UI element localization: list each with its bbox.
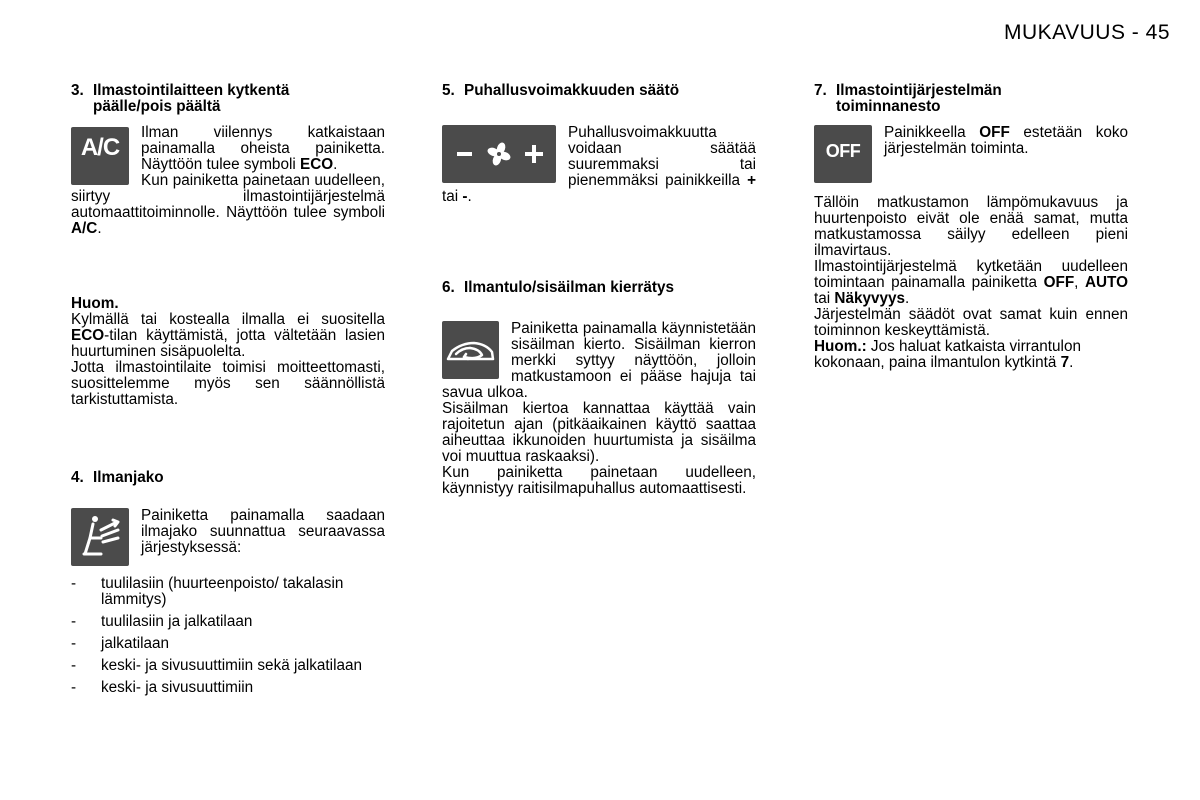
fan-speed-icon: [442, 125, 556, 183]
section-4-heading: [71, 470, 385, 486]
section-5-p1-end: .: [467, 188, 472, 205]
section-3-note-1: [71, 312, 385, 360]
section-6-title: Ilmantulo/sisäilman kierrätys: [464, 279, 674, 296]
section-5-number: 5.: [442, 82, 455, 99]
section-7-p3-text: Ilmastointijärjestelmä kytketään uudelleen toimintaan painamalla painiketta: [814, 258, 1128, 291]
section-7-p3-auto: AUTO: [1084, 274, 1128, 291]
off-button-label: OFF: [825, 141, 861, 161]
list-item: - jalkatilaan: [71, 636, 385, 652]
section-7-p5-end: .: [1069, 354, 1074, 371]
recirculation-icon-graphic: [442, 321, 499, 379]
section-4-number: 4.: [71, 469, 84, 486]
section-3-title-line2: päälle/pois päältä: [93, 98, 221, 115]
section-7-p5-num: 7: [1060, 354, 1070, 371]
section-7-paragraph-5: [814, 339, 1128, 371]
section-7-p5-note: Huom.:: [814, 338, 867, 355]
distribution-list: [71, 576, 385, 696]
section-3-p2-end: .: [97, 220, 102, 237]
off-button-icon: [814, 125, 872, 183]
section-3-heading: [71, 83, 385, 115]
ac-button-icon: [71, 127, 129, 185]
section-7-heading: [814, 83, 1128, 115]
section-3-p2-text: Kun painiketta painetaan uudelleen, siirtyy ilmastointijärjestelmä automaattitoiminnolle. Näyttöön tulee symboli: [71, 172, 385, 221]
section-7-p1-off: OFF: [979, 124, 1010, 141]
section-6-paragraph-3: Kun painiketta painetaan uudelleen, käynnistyy raitisilmapuhallus automaattisesti.: [442, 464, 756, 497]
section-3-note-2: Jotta ilmastointilaite toimisi moitteettomasti, suosittelemme myös sen säännöllistä tarkistuttamista.: [71, 359, 385, 408]
section-3-note1-text: Kylmällä tai kostealla ilmalla ei suositella: [71, 311, 385, 328]
ac-button-label: A/C: [80, 134, 120, 161]
section-3-p1-end: .: [333, 156, 338, 173]
section-5-heading: [442, 83, 756, 99]
section-7-p3-off: OFF: [1043, 274, 1075, 291]
section-5-p1-minus: -: [462, 188, 468, 205]
column-middle: [442, 83, 756, 497]
section-3-note1-eco: ECO: [71, 327, 105, 344]
air-distribution-icon-graphic: [71, 508, 129, 566]
section-6-heading: [442, 280, 756, 296]
section-6-paragraph-2: Sisäilman kiertoa kannattaa käyttää vain rajoitetun ajan (pitkäaikainen käyttö saattaa aiheuttaa ikkunoiden huurtumista ja sisäilma voi muuttua raskaaksi).: [442, 400, 756, 465]
section-7-number: 7.: [814, 82, 827, 99]
column-left: [71, 83, 385, 702]
section-5-p1-plus: +: [747, 172, 756, 189]
column-right: [814, 83, 1128, 371]
section-7-paragraph-2: Tällöin matkustamon lämpömukavuus ja huurtenpoisto eivät ole enää samat, mutta matkustamossa säilyy edelleen pieni ilmavirtaus.: [814, 194, 1128, 259]
section-6-number: 6.: [442, 279, 455, 296]
section-3-p1-text: Ilman viilennys katkaistaan painamalla oheista painiketta. Näyttöön tulee symboli: [141, 124, 385, 173]
section-7-title-line1: Ilmastointijärjestelmän: [836, 82, 1002, 99]
section-7-p3-comma: ,: [1074, 274, 1085, 291]
fan-speed-icon-graphic: [442, 125, 556, 183]
list-item: - tuulilasiin (huurteenpoisto/ takalasin lämmitys): [71, 576, 385, 608]
section-4-paragraph-1: Painiketta painamalla saadaan ilmajako suunnattua seuraavassa järjestyksessä:: [141, 507, 385, 556]
section-3-number: 3.: [71, 82, 84, 99]
section-7-p1-end: estetään koko järjestelmän toiminta.: [884, 124, 1129, 157]
section-7-title-line2: toiminnanesto: [836, 98, 941, 115]
section-7-paragraph-4: Järjestelmän säädöt ovat samat kuin ennen toiminnon keskeyttämistä.: [814, 306, 1128, 339]
section-6-paragraph-1: Painiketta painamalla käynnistetään sisäilman kierto. Sisäilman kierron merkki syttyy näyttöön, jolloin matkustamoon ei pääse hajuja tai savua ulkoa.: [442, 320, 756, 401]
section-7-p3-or: tai: [814, 290, 835, 307]
recirculation-icon: [442, 321, 499, 379]
section-7-p3-visibility: Näkyvyys: [834, 290, 906, 307]
section-7-p3-end: .: [905, 290, 910, 307]
section-7-paragraph-3: [814, 259, 1128, 307]
section-7-p5-text: Jos haluat katkaista virrantulon kokonaan, paina ilmantulon kytkintä: [814, 338, 1081, 371]
section-3-note-title: Huom.: [71, 295, 119, 312]
page-header: MUKAVUUS - 45: [1004, 21, 1170, 44]
section-5-p1-or: tai: [442, 188, 463, 205]
section-3-p1-eco: ECO: [300, 156, 334, 173]
section-5-title: Puhallusvoimakkuuden säätö: [464, 82, 680, 99]
section-7-p1-text: Painikkeella: [884, 124, 980, 141]
list-item: - tuulilasiin ja jalkatilaan: [71, 614, 385, 630]
section-3-note1-end: -tilan käyttämistä, jotta vältetään lasien huurtuminen sisäpuolelta.: [71, 327, 385, 360]
section-3-p2-ac: A/C: [71, 220, 98, 237]
section-3-title-line1: Ilmastointilaitteen kytkentä: [93, 82, 290, 99]
section-5-p1-text: Puhallusvoimakkuutta voidaan säätää suuremmaksi tai pienemmäksi painikkeilla: [568, 124, 756, 189]
list-item: - keski- ja sivusuuttimiin: [71, 680, 385, 696]
air-distribution-icon: [71, 508, 129, 566]
section-4-title: Ilmanjako: [93, 469, 164, 486]
list-item: - keski- ja sivusuuttimiin sekä jalkatilaan: [71, 658, 385, 674]
